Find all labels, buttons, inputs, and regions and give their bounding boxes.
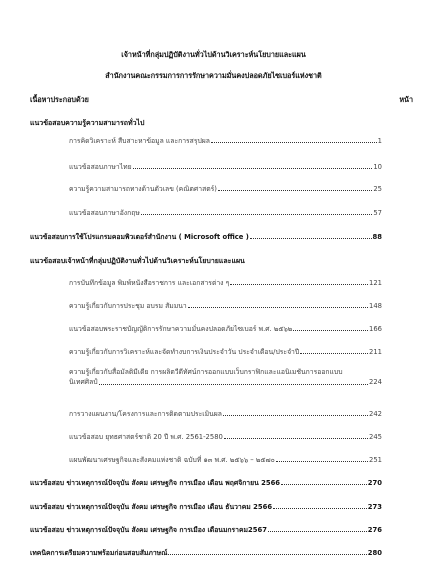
toc-entry-text-line2: นิเทศศิลป์	[69, 378, 98, 386]
toc-entry-page: 224	[369, 378, 382, 386]
toc-entry-text: เทคนิคการเตรียมความพร้อมก่อนสอบสัมภาษณ์	[30, 549, 168, 557]
toc-entry[interactable]	[69, 348, 382, 356]
toc-entry-text: แนวข้อสอบภาษาไทย	[69, 163, 132, 171]
dot-leader	[168, 554, 366, 555]
toc-entry-text: แนวข้อสอบ ข่าวเหตุการณ์ปัจจุบัน สังคม เศรษฐกิจ การเมือง เดือน พฤศจิกายน 2566	[30, 479, 281, 487]
toc-entry[interactable]	[69, 279, 382, 287]
toc-entry-page: 251	[369, 456, 382, 464]
toc-entry[interactable]	[69, 410, 382, 418]
toc-entry-text: แนวข้อสอบการใช้โปรแกรมคอมพิวเตอร์สำนักงาน ( Microsoft office )	[30, 233, 249, 241]
toc-entry-interview[interactable]	[30, 549, 382, 557]
section-title-general: แนวข้อสอบความรู้ความสามารถทั่วไป	[30, 119, 145, 127]
toc-entry-text: แผนพัฒนาเศรษฐกิจและสังคมแห่งชาติ ฉบับที่ ๑๓ พ.ศ. ๒๕๖๖ – ๒๕๗๐	[69, 456, 275, 464]
toc-entry-text: การบันทึกข้อมูล พิมพ์หนังสือราชการ และเอกสารต่าง ๆ	[69, 279, 230, 287]
toc-entry-page: 148	[369, 302, 382, 310]
toc-entry-page: 121	[369, 279, 382, 287]
toc-entry[interactable]	[69, 185, 382, 193]
toc-entry-page: 57	[373, 209, 382, 217]
toc-entry-news[interactable]	[30, 503, 382, 511]
dot-leader	[223, 415, 368, 416]
toc-entry[interactable]	[69, 456, 382, 464]
toc-entry-page: 245	[369, 433, 382, 441]
toc-entry-page: 25	[373, 185, 382, 193]
toc-entry-page: 273	[367, 503, 382, 511]
toc-entry-text: แนวข้อสอบ ข่าวเหตุการณ์ปัจจุบัน สังคม เศรษฐกิจ การเมือง เดือน ธันวาคม 2566	[30, 503, 273, 511]
dot-leader	[273, 508, 367, 509]
toc-entry-page: 242	[369, 410, 382, 418]
toc-entry-page: 280	[367, 549, 382, 557]
page-column-heading: หน้า	[399, 95, 413, 104]
dot-leader	[276, 461, 368, 462]
toc-entry-text: การวางแผนงาน/โครงการและการติดตามประเมินผล	[69, 410, 222, 418]
toc-entry[interactable]	[69, 433, 382, 441]
dot-leader	[268, 531, 367, 532]
toc-entry-page: 166	[369, 325, 382, 333]
toc-entry-news[interactable]	[30, 526, 382, 534]
dot-leader	[224, 438, 368, 439]
toc-entry-office[interactable]	[30, 233, 382, 241]
toc-entry-text: ความรู้ความสามารถทางด้านตัวเลข (คณิตศาสตร์)	[69, 185, 217, 193]
dot-leader	[141, 214, 373, 215]
dot-leader	[188, 307, 368, 308]
dot-leader	[300, 353, 368, 354]
toc-entry-text: ความรู้เกี่ยวกับการวิเคราะห์และจัดทำงบการเงินประจำวัน ประจำเดือน/ประจำปี	[69, 348, 300, 356]
toc-entry-page: 276	[367, 526, 382, 534]
toc-entry-text: แนวข้อสอบ ข่าวเหตุการณ์ปัจจุบัน สังคม เศรษฐกิจ การเมือง เดือนมกราคม2567	[30, 526, 267, 534]
toc-entry-multiline[interactable]	[69, 367, 382, 387]
toc-entry-text-line1: ความรู้เกี่ยวกับสื่อมัลติมีเดีย การผลิตวีดีทัศน์การออกแบบเว็บกราฟิกและแอนิเมชันการออกแบบ	[69, 368, 343, 376]
toc-entry-text: การคิดวิเคราะห์ สืบสาะหาข้อมูล และการสรุปผล	[69, 137, 210, 145]
document-title: เจ้าหน้าที่กลุ่มปฏิบัติงานทั่วไปด้านวิเคราะห์นโยบายและแผน	[121, 50, 306, 59]
section-title-policy: แนวข้อสอบเจ้าหน้าที่กลุ่มปฏิบัติงานทั่วไปด้านวิเคราะห์นโยบายและแผน	[30, 257, 245, 265]
toc-entry-text: แนวข้อสอบภาษาอังกฤษ	[69, 209, 140, 217]
toc-entry-text: แนวข้อสอบพระราชบัญญัติการรักษาความมั่นคงปลอดภัยไซเบอร์ พ.ศ. ๒๕๖๒	[69, 325, 293, 333]
toc-entry-page: 211	[369, 348, 382, 356]
toc-entry[interactable]	[69, 302, 382, 310]
dot-leader	[230, 284, 368, 285]
toc-entry-text: แนวข้อสอบ ยุทธศาสตร์ชาติ 20 ปี พ.ศ. 2561-2580	[69, 433, 223, 441]
dot-leader	[99, 384, 368, 385]
dot-leader	[293, 330, 368, 331]
toc-entry[interactable]	[69, 163, 382, 171]
document-subtitle: สำนักงานคณะกรรมการการรักษาความมั่นคงปลอดภัยไซเบอร์แห่งชาติ	[105, 71, 322, 80]
dot-leader	[211, 142, 377, 143]
dot-leader	[218, 190, 372, 191]
toc-entry[interactable]	[69, 325, 382, 333]
dot-leader	[281, 484, 367, 485]
contents-heading: เนื้อหาประกอบด้วย	[30, 95, 89, 104]
toc-entry-text: ความรู้เกี่ยวกับการประชุม อบรม สัมมนา	[69, 302, 187, 310]
toc-entry[interactable]	[69, 209, 382, 217]
toc-entry[interactable]	[69, 137, 382, 145]
dot-leader	[133, 168, 373, 169]
toc-entry-news[interactable]	[30, 479, 382, 487]
toc-entry-page: 10	[373, 163, 382, 171]
toc-entry-page: 1	[377, 137, 382, 145]
toc-entry-page: 270	[367, 479, 382, 487]
toc-entry-page: 88	[372, 233, 382, 241]
dot-leader	[250, 238, 372, 239]
